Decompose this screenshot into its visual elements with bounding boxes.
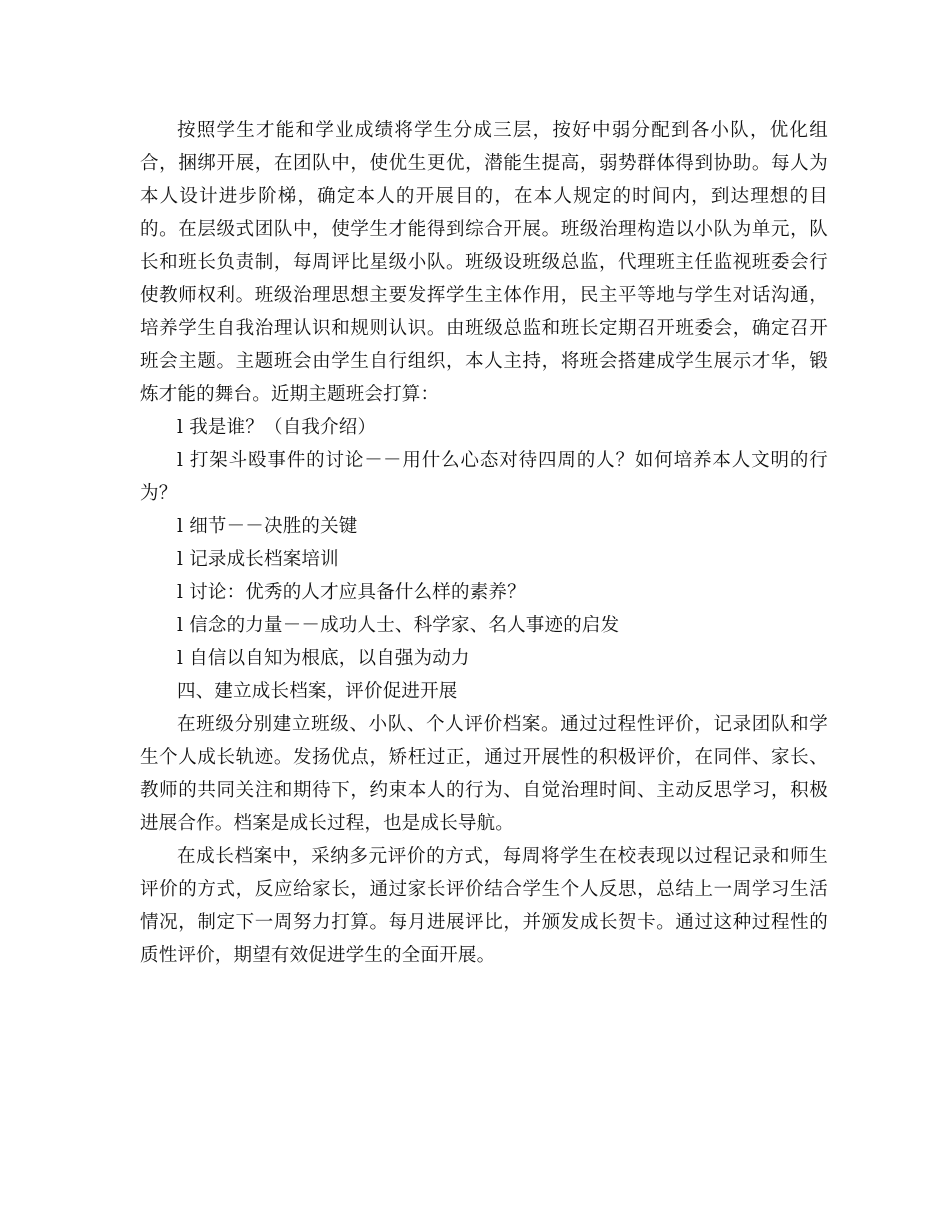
section-heading-growth-archive: 四、建立成长档案，评价促进开展 xyxy=(177,681,458,702)
paragraph-grouping: 按照学生才能和学业成绩将学生分成三层，按好中弱分配到各小队，优化组合，捆绑开展，在团队中，使优生更优，潜能生提高，弱势群体得到协助。每人为本人设计进步阶梯，确定本人的开展目的，在本人规定的时间内，到达理想的目的。在层级式团队中，使学生才能得到综合开展。班级治理构造以小队为单元，队长和班长负责制，每周评比星级小队。班级设班级总监，代理班主任监视班委会行使教师权利。班级治理思想主要发挥学生主体作用，民主平等地与学生对话沟通，培养学生自我治理认识和规则认识。由班级总监和班长定期召开班委会，确定召开班会主题。主题班会由学生自行组织，本人主持，将班会搭建成学生展示才华，锻炼才能的舞台。近期主题班会打算： xyxy=(140,120,828,405)
document-body xyxy=(140,114,828,972)
list-item-power-of-belief: l 信念的力量－－成功人士、科学家、名人事迹的启发 xyxy=(177,615,620,636)
paragraph-multi-evaluation: 在成长档案中，采纳多元评价的方式，每周将学生在校表现以过程记录和师生评价的方式，反应给家长，通过家长评价结合学生个人反思，总结上一周学习生活情况，制定下一周努力打算。每月进展评比，并颁发成长贺卡。通过这种过程性的质性评价，期望有效促进学生的全面开展。 xyxy=(140,846,828,966)
list-item-who-am-i: l 我是谁？（自我介绍） xyxy=(177,417,377,438)
list-item-fighting-discussion: l 打架斗殴事件的讨论－－用什么心态对待四周的人？如何培养本人文明的行为？ xyxy=(140,450,828,504)
paragraph-evaluation-archive: 在班级分别建立班级、小队、个人评价档案。通过过程性评价，记录团队和学生个人成长轨迹。发扬优点，矫枉过正，通过开展性的积极评价，在同伴、家长、教师的共同关注和期待下，约束本人的行为、自觉治理时间、主动反思学习，积极进展合作。档案是成长过程，也是成长导航。 xyxy=(140,714,828,834)
list-item-growth-record-training: l 记录成长档案培训 xyxy=(177,549,339,570)
list-item-self-confidence: l 自信以自知为根底，以自强为动力 xyxy=(177,648,470,669)
list-item-talent-discussion: l 讨论：优秀的人才应具备什么样的素养？ xyxy=(177,582,526,603)
list-item-details: l 细节－－决胜的关键 xyxy=(177,516,358,537)
